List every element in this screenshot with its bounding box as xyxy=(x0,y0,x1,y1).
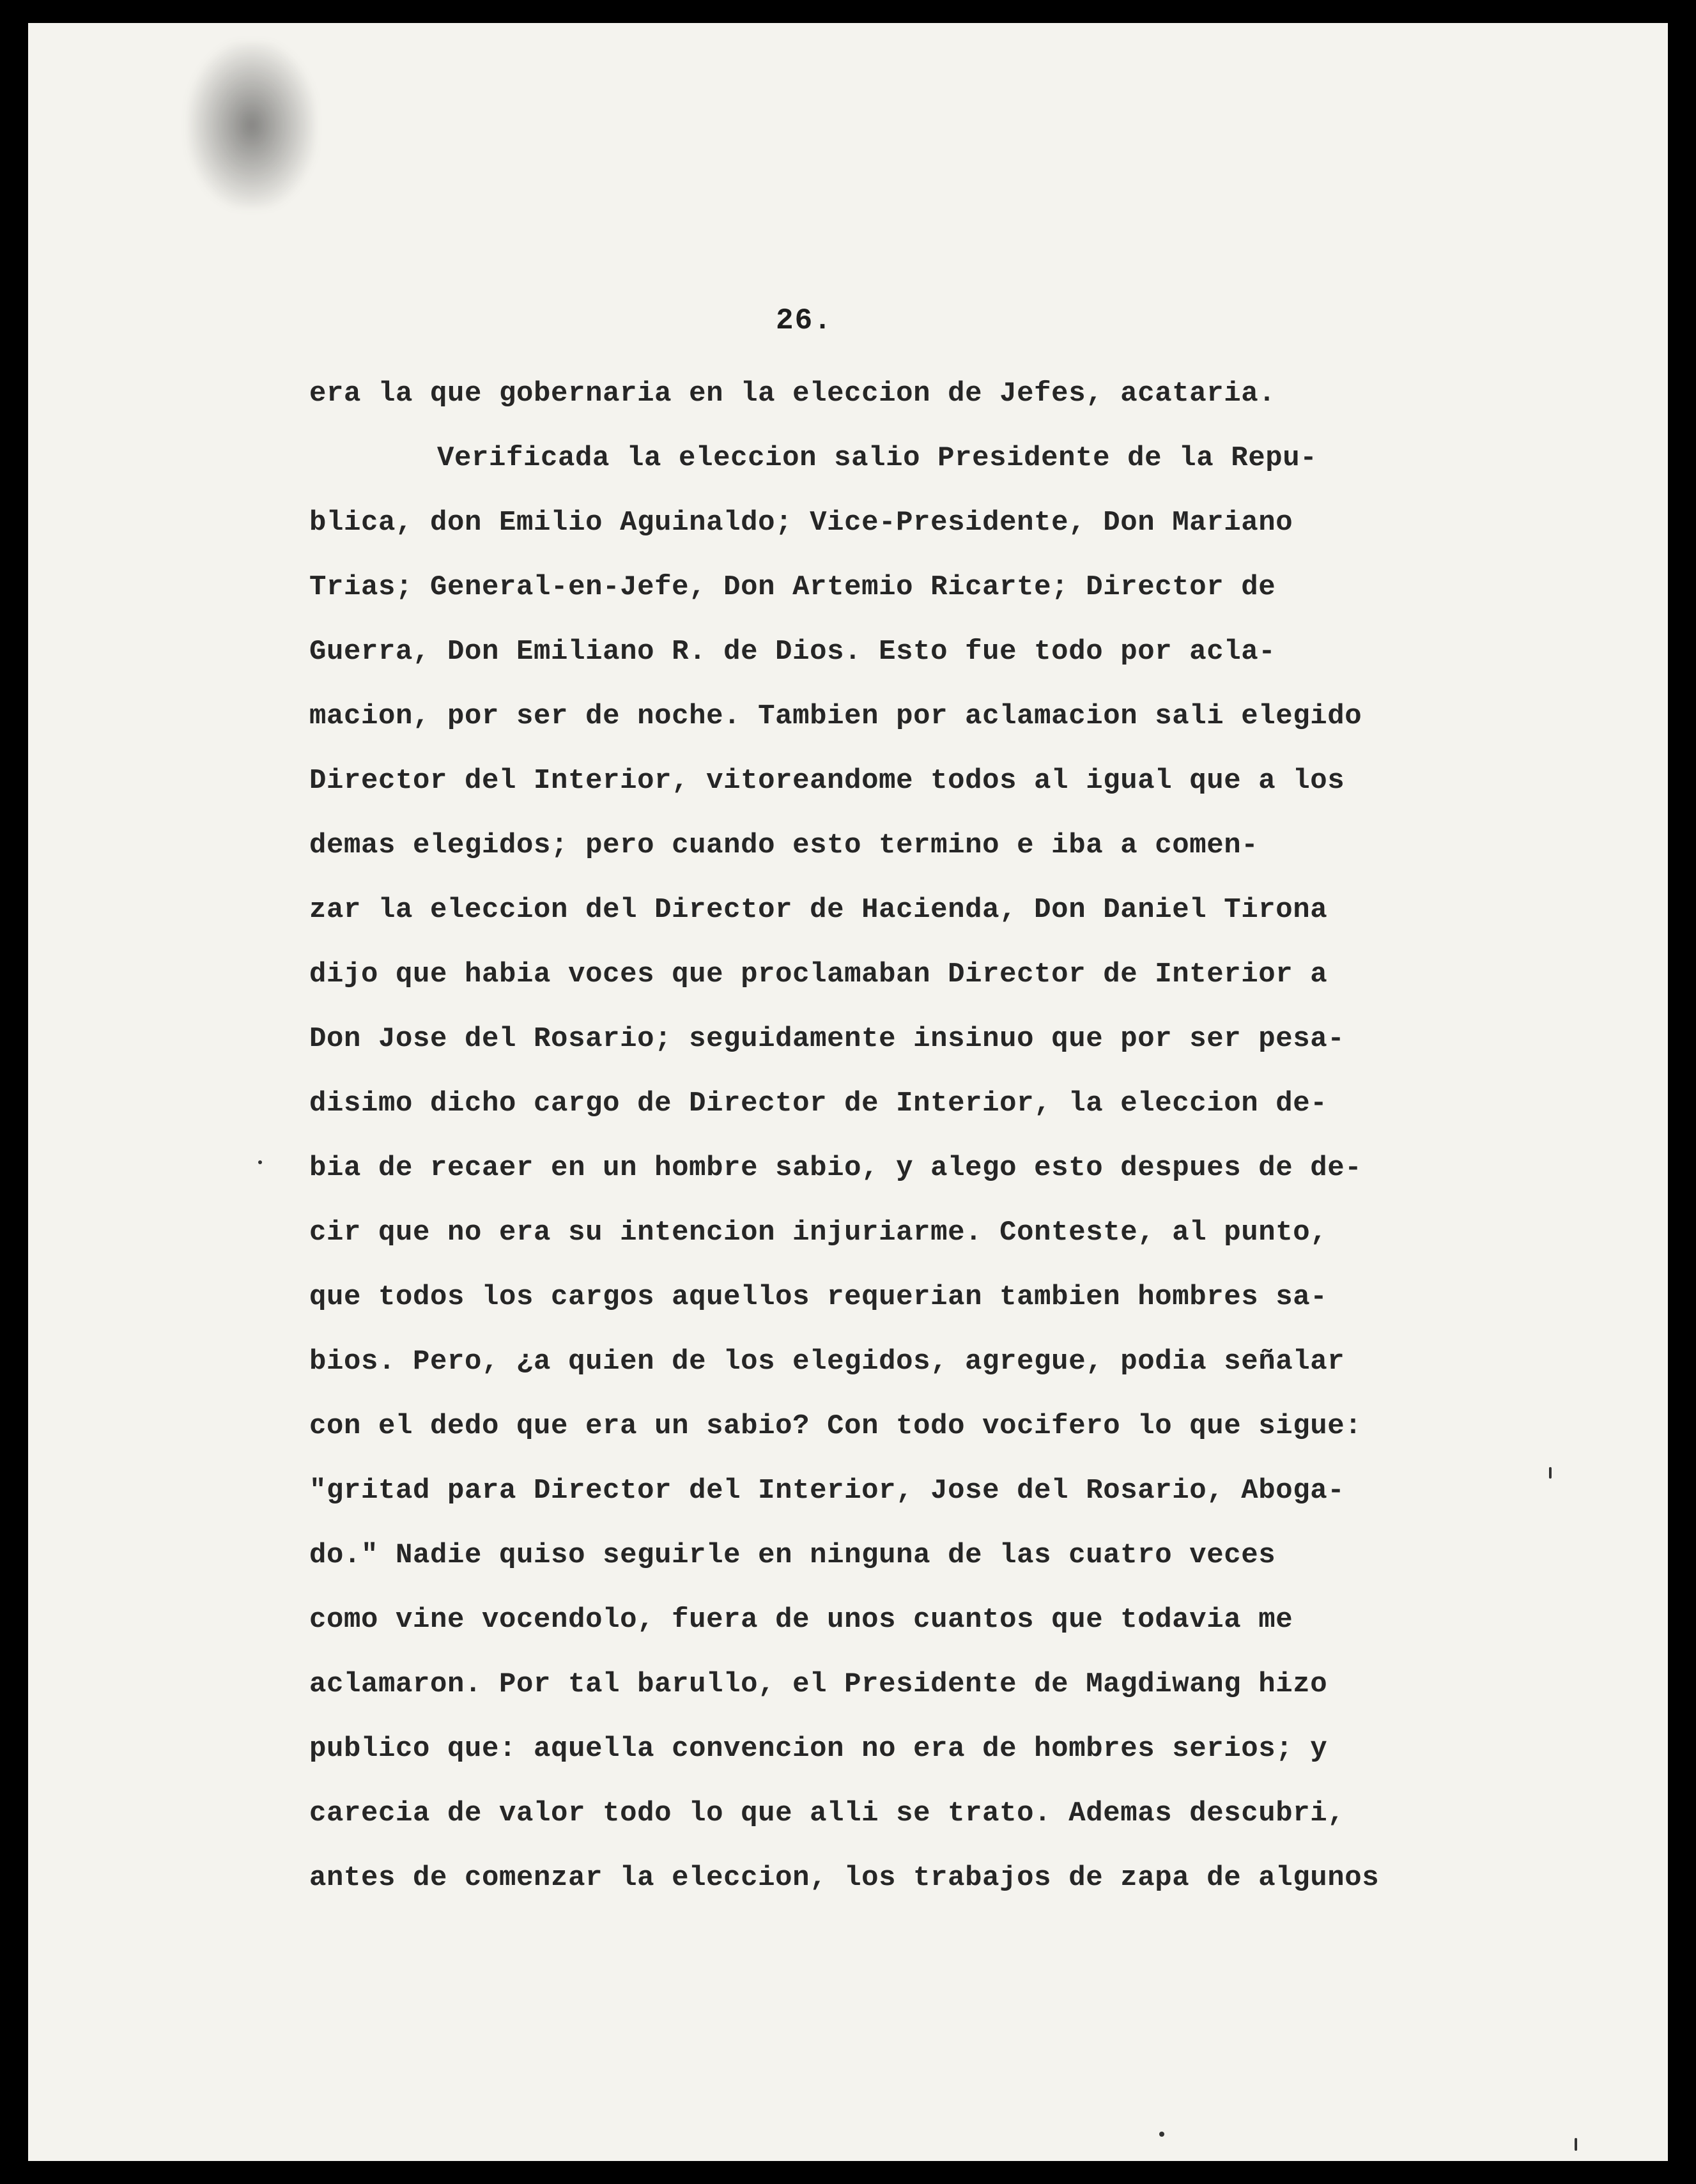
text-line: do." Nadie quiso seguirle en ninguna de las cuatro veces xyxy=(309,1539,1276,1571)
text-line: zar la eleccion del Director de Hacienda, Don Daniel Tirona xyxy=(309,894,1328,926)
text-line: disimo dicho cargo de Director de Interior, la eleccion de- xyxy=(309,1088,1328,1119)
text-line: demas elegidos; pero cuando esto termino e iba a comen- xyxy=(309,829,1259,861)
speck xyxy=(258,1160,262,1164)
text-line: Director del Interior, vitoreandome todos al igual que a los xyxy=(309,765,1345,797)
text-line: "gritad para Director del Interior, Jose del Rosario, Aboga- xyxy=(309,1475,1345,1507)
speck xyxy=(1575,2138,1577,2151)
text-line: bios. Pero, ¿a quien de los elegidos, agregue, podia señalar xyxy=(309,1346,1345,1378)
text-line: con el dedo que era un sabio? Con todo vocifero lo que sigue: xyxy=(309,1410,1362,1442)
document-page xyxy=(28,23,1668,2161)
text-line: macion, por ser de noche. Tambien por aclamacion sali elegido xyxy=(309,700,1362,732)
text-line: era la que gobernaria en la eleccion de Jefes, acataria. xyxy=(309,378,1276,410)
typed-text-body xyxy=(309,362,1575,1911)
text-line: como vine vocendolo, fuera de unos cuantos que todavia me xyxy=(309,1604,1293,1636)
text-line: publico que: aquella convencion no era de hombres serios; y xyxy=(309,1733,1328,1765)
text-line: Don Jose del Rosario; seguidamente insinuo que por ser pesa- xyxy=(309,1023,1345,1055)
text-line: Verificada la eleccion salio Presidente de la Repu- xyxy=(437,442,1318,474)
text-line: carecia de valor todo lo que alli se trato. Ademas descubri, xyxy=(309,1797,1345,1829)
text-line: bia de recaer en un hombre sabio, y alego esto despues de de- xyxy=(309,1152,1362,1184)
text-line: aclamaron. Por tal barullo, el Presidente de Magdiwang hizo xyxy=(309,1668,1328,1700)
page-number: 26. xyxy=(776,304,833,337)
text-line: blica, don Emilio Aguinaldo; Vice-Presidente, Don Mariano xyxy=(309,507,1293,539)
ink-smudge xyxy=(188,42,316,208)
text-line: que todos los cargos aquellos requerian tambien hombres sa- xyxy=(309,1281,1328,1313)
speck xyxy=(1549,1467,1552,1479)
text-line: dijo que habia voces que proclamaban Director de Interior a xyxy=(309,958,1328,990)
text-line: cir que no era su intencion injuriarme. Conteste, al punto, xyxy=(309,1217,1328,1249)
text-line: Guerra, Don Emiliano R. de Dios. Esto fue todo por acla- xyxy=(309,636,1276,668)
speck xyxy=(1159,2132,1164,2137)
text-line: Trias; General-en-Jefe, Don Artemio Ricarte; Director de xyxy=(309,571,1276,603)
text-line: antes de comenzar la eleccion, los trabajos de zapa de algunos xyxy=(309,1862,1380,1894)
